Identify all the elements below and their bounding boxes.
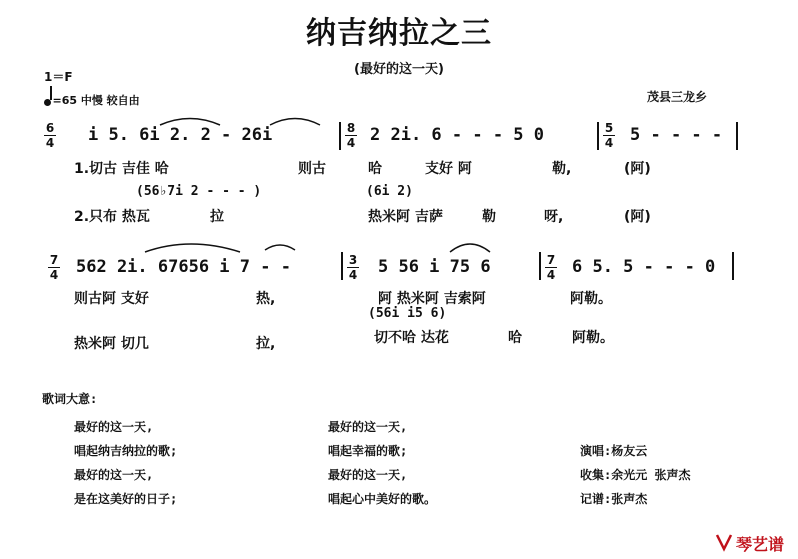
meaning-col2-line: 最好的这一天, [328,468,408,482]
measure-4-notes: 562 2i. 67656 i 7 - - [76,257,291,277]
meaning-col2-line: 最好的这一天, [328,420,408,434]
meaning-col1-line: 唱起纳吉纳拉的歌; [74,444,178,458]
lyric-line-2: 呀, [544,209,564,225]
lyric-line-2: 热米阿 吉萨 [368,209,443,225]
meaning-col2-line: 唱起幸福的歌; [328,444,408,458]
bar-line [597,122,599,150]
time-sig-7-4 [48,254,60,281]
lyric-line-3: 则古阿 支好 [74,291,149,307]
meaning-heading: 歌词大意: [42,392,98,406]
time-sig-num: 6 [45,121,55,135]
time-sig-den: 4 [604,136,614,150]
credit-value: 余光元 张声杰 [611,468,691,482]
lyric-line-4: 阿勒。 [572,330,614,346]
time-sig-den: 4 [546,268,556,282]
lyric-line-1: 1.切古 吉佳 哈 [74,161,169,177]
credit-notation [580,490,647,507]
song-origin: 茂县三龙乡 [647,90,708,104]
slur-marks [140,232,620,256]
meaning-col2-line: 唱起心中美好的歌。 [328,492,437,506]
time-sig-num: 7 [546,253,556,267]
tempo-marking [44,90,140,108]
variant-notes: (6i 2) [366,184,413,199]
note-stem [50,86,52,100]
meaning-col1-line: 是在这美好的日子; [74,492,178,506]
quarter-note-icon [44,99,51,106]
slur [145,244,240,252]
lyric-line-1: 勒, [552,161,572,177]
bar-line [539,252,541,280]
lyric-line-1: 支好 阿 [425,161,472,177]
lyric-line-1: 哈 [368,161,382,177]
lyric-line-3: 阿勒。 [570,291,612,307]
lyric-line-1: (阿) [624,161,651,177]
credit-label: 记谱: [580,492,612,506]
time-sig-num: 8 [346,121,356,135]
measure-3-notes: 5 - - - - [630,125,723,145]
measure-5-notes: 5 56 i 75 6 [378,257,491,277]
time-sig-num: 7 [49,253,59,267]
meaning-col1-line: 最好的这一天, [74,420,154,434]
credit-collector [580,466,690,483]
lyric-line-3: 阿 热米阿 吉索阿 [378,291,486,307]
tempo-text: =65 中慢 较自由 [52,94,140,107]
credit-value: 张声杰 [611,492,648,506]
meaning-col1-line: 最好的这一天, [74,468,154,482]
song-title: 纳吉纳拉之三 [306,16,492,51]
bar-line [341,252,343,280]
time-sig-num: 5 [604,121,614,135]
measure-6-notes: 6 5. 5 - - - 0 [572,257,716,277]
slur-marks [150,110,350,130]
variant-notes: (56i i5 6) [368,306,447,321]
time-sig-3-4 [347,254,359,281]
watermark-text: 琴艺谱 [736,535,785,554]
slur [265,245,295,250]
time-sig-5-4 [603,122,615,149]
time-sig-den: 4 [49,268,59,282]
qinyipu-logo-icon [714,532,734,552]
end-bar-line [732,252,734,280]
lyric-line-2: 勒 [482,209,496,225]
time-sig-den: 4 [45,136,55,150]
lyric-line-2: (阿) [624,209,651,225]
lyric-line-3: 热, [256,291,276,307]
lyric-line-1: 则古 [298,161,326,177]
measure-2-notes: 2 2i. 6 - - - 5 0 [370,125,544,145]
lyric-line-4: 哈 [508,330,522,346]
time-sig-den: 4 [346,136,356,150]
song-subtitle: (最好的这一天) [354,62,444,77]
time-sig-7-4-b [545,254,557,281]
credit-value: 杨友云 [611,444,648,458]
time-sig-num: 3 [348,253,358,267]
lyric-line-2: 拉 [210,209,224,225]
credit-label: 演唱: [580,444,612,458]
end-bar-line [736,122,738,150]
lyric-line-4: 拉, [256,336,276,352]
variant-notes: (56♭7i 2 - - - ) [136,184,262,199]
slur [450,244,490,252]
time-sig-6-4 [44,122,56,149]
lyric-line-4: 热米阿 切几 [74,336,149,352]
credit-singer [580,442,647,459]
key-signature: 1＝F [44,70,73,84]
lyric-line-4: 切不哈 达花 [374,330,449,346]
measure-1-notes: i 5. 6i 2. 2 - 26i [88,125,273,145]
slur [160,119,220,126]
lyric-line-2: 2.只布 热瓦 [74,209,150,225]
slur [270,119,320,126]
credit-label: 收集: [580,468,612,482]
time-sig-den: 4 [348,268,358,282]
